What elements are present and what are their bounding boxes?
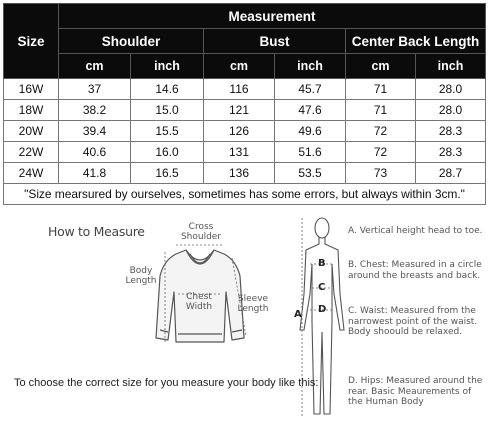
letter-b-marker: B [318, 258, 326, 269]
unit-header: inch [131, 54, 204, 79]
table-cell: 53.5 [275, 163, 346, 184]
letter-a-marker: A [294, 309, 302, 320]
letter-c-marker: C [318, 282, 326, 293]
table-cell: 136 [204, 163, 275, 184]
table-cell: 16.5 [131, 163, 204, 184]
table-cell: 51.6 [275, 142, 346, 163]
size-cell: 18W [4, 100, 59, 121]
letter-d-marker: D [318, 304, 327, 315]
table-cell: 28.7 [416, 163, 486, 184]
size-note: "Size mearsured by ourselves, sometimes has some errors, but always within 3cm." [4, 184, 486, 205]
chest-width-label: Chest Width [185, 292, 213, 312]
unit-header: inch [275, 54, 346, 79]
table-cell: 28.0 [416, 100, 486, 121]
table-cell: 41.8 [59, 163, 131, 184]
unit-header: cm [346, 54, 416, 79]
table-cell: 40.6 [59, 142, 131, 163]
body-length-label: Body Length [125, 266, 157, 286]
measurement-header: Measurement [59, 4, 486, 29]
table-cell: 28.0 [416, 79, 486, 100]
table-cell: 15.0 [131, 100, 204, 121]
table-cell: 49.6 [275, 121, 346, 142]
sleeve-length-label: Sleeve Length [237, 294, 269, 314]
cross-shoulder-label: Cross Shoulder [180, 222, 222, 242]
table-cell: 72 [346, 142, 416, 163]
table-cell: 131 [204, 142, 275, 163]
size-cell: 22W [4, 142, 59, 163]
how-to-measure-title: How to Measure [48, 224, 145, 239]
size-cell: 24W [4, 163, 59, 184]
table-row [4, 121, 486, 142]
table-cell: 73 [346, 163, 416, 184]
table-cell: 38.2 [59, 100, 131, 121]
table-cell: 121 [204, 100, 275, 121]
table-row [4, 100, 486, 121]
table-row [4, 163, 486, 184]
bust-header: Bust [204, 29, 346, 54]
table-cell: 37 [59, 79, 131, 100]
unit-header: inch [416, 54, 486, 79]
table-cell: 14.6 [131, 79, 204, 100]
table-cell: 45.7 [275, 79, 346, 100]
size-cell: 16W [4, 79, 59, 100]
table-cell: 39.4 [59, 121, 131, 142]
table-cell: 72 [346, 121, 416, 142]
size-cell: 20W [4, 121, 59, 142]
hips-description: D. Hips: Measured around the rear. Basic Meaurements of the Human Body [348, 376, 483, 407]
shoulder-header: Shoulder [59, 29, 204, 54]
unit-header: cm [59, 54, 131, 79]
table-cell: 116 [204, 79, 275, 100]
table-cell: 71 [346, 79, 416, 100]
choose-size-instruction: To choose the correct size for you measure your body like this: [14, 377, 319, 389]
table-cell: 71 [346, 100, 416, 121]
height-description: A. Vertical height head to toe. [348, 226, 483, 236]
size-chart [3, 3, 485, 205]
how-to-measure-section [0, 214, 488, 426]
table-cell: 126 [204, 121, 275, 142]
table-row [4, 79, 486, 100]
table-cell: 28.3 [416, 142, 486, 163]
chest-description: B. Chest: Measured in a circle around the breasts and back. [348, 260, 482, 281]
unit-header: cm [204, 54, 275, 79]
table-cell: 15.5 [131, 121, 204, 142]
center-back-length-header: Center Back Length [346, 29, 486, 54]
size-table [3, 3, 486, 205]
size-column-header: Size [4, 4, 59, 79]
waist-description: C. Waist: Measured from the narrowest point of the waist. Body shoould be relaxed. [348, 306, 478, 337]
table-cell: 16.0 [131, 142, 204, 163]
table-row [4, 142, 486, 163]
table-cell: 47.6 [275, 100, 346, 121]
table-cell: 28.3 [416, 121, 486, 142]
